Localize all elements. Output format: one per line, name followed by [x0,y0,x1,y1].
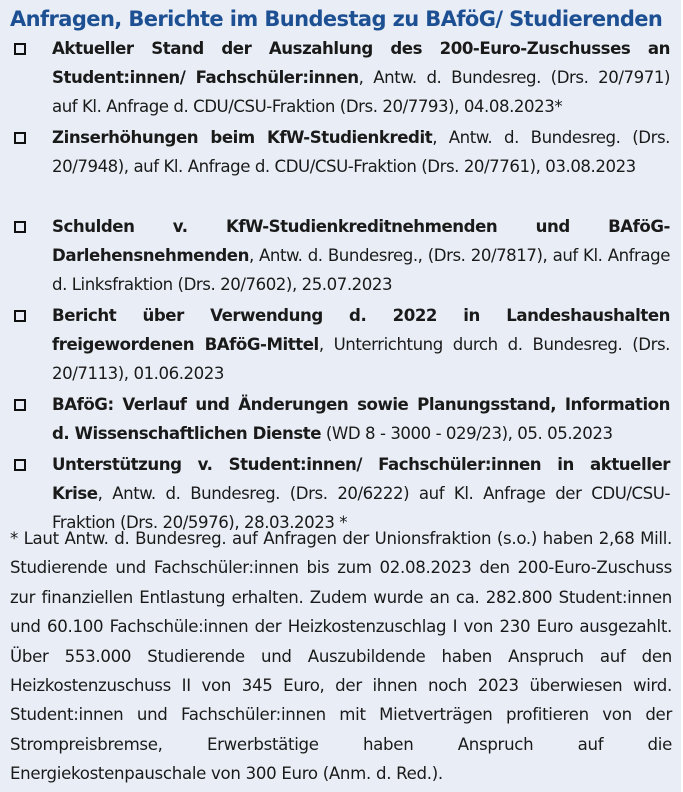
checkbox-icon [14,43,26,55]
entry-text [52,123,670,181]
entry-details: , Unterrichtung durch d. Bundesreg. (Drs. 20/7113), 01.06.2023 [52,335,671,383]
entry-details: , Antw. d. Bundesreg. (Drs. 20/7971) auf Kl. Anfrage d. CDU/CSU-Fraktion (Drs. 20/7793), 04.08.2023* [52,68,670,116]
entry-title: Unterstützung v. Student:innen/ Fachschüler:innen in aktueller Krise [52,455,670,503]
checkbox-icon [14,221,26,233]
entry-title: BAföG: Verlauf und Änderungen sowie Planungsstand, Information d. Wissenschaftlichen Dienste [52,395,670,443]
list-item [0,301,681,388]
entry-text [52,212,670,299]
entry-list [0,34,681,539]
entry-text [52,390,670,448]
entry-text [52,301,670,388]
entry-title: Zinserhöhungen beim KfW-Studienkredit [52,128,433,147]
entry-details: (WD 8 - 3000 - 029/23), 05. 05.2023 [321,424,613,443]
footnote: * Laut Antw. d. Bundesreg. auf Anfragen der Unionsfraktion (s.o.) haben 2,68 Mill. Studierende und Fachschüler:innen bis zum 02.08.2023 den 200-Euro-Zuschuss zur finanziellen Entlastung erhalten. Zudem wurde an ca. 282.800 Student:innen und 60.100 Fachschüle:innen der Heizkostenzuschlag I von 230 Euro ausgezahlt. Über 553.000 Studierende und Auszubildende haben Anspruch auf den Heizkostenzuschuss II von 345 Euro, der ihnen noch 2023 überwiesen wird. Student:innen und Fachschüler:innen mit Mietverträgen profitieren von der Strompreisbremse, Erwerbstätige haben Anspruch auf die Energiekostenpauschale von 300 Euro (Anm. d. Red.). [10,529,672,784]
list-item [0,34,681,121]
entry-title: Aktueller Stand der Auszahlung des 200-Euro-Zuschusses an Student:innen/ Fachschüler:innen [52,39,670,87]
panel-title: Anfragen, Berichte im Bundestag zu BAföG/ Studierenden [10,7,663,31]
entry-title: Schulden v. KfW-Studienkreditnehmenden und BAföG-Darlehensnehmenden [52,217,670,265]
entry-details: , Antw. d. Bundesreg., (Drs. 20/7817), auf Kl. Anfrage d. Linksfraktion (Drs. 20/7602), 25.07.2023 [52,246,670,294]
entry-title: Bericht über Verwendung d. 2022 in Landeshaushalten freigewordenen BAföG-Mittel [52,306,670,354]
checkbox-icon [14,459,26,471]
checkbox-icon [14,399,26,411]
entry-text [52,34,670,121]
checkbox-icon [14,132,26,144]
checkbox-icon [14,310,26,322]
list-item [0,390,681,448]
entry-details: , Antw. d. Bundesreg. (Drs. 20/7948), auf Kl. Anfrage d. CDU/CSU-Fraktion (Drs. 20/7761), 03.08.2023 [52,128,670,176]
entry-details: , Antw. d. Bundesreg. (Drs. 20/6222) auf Kl. Anfrage der CDU/CSU-Fraktion (Drs. 20/5976), 28.03.2023 * [52,484,670,532]
list-item [0,212,681,299]
list-item [0,123,681,210]
